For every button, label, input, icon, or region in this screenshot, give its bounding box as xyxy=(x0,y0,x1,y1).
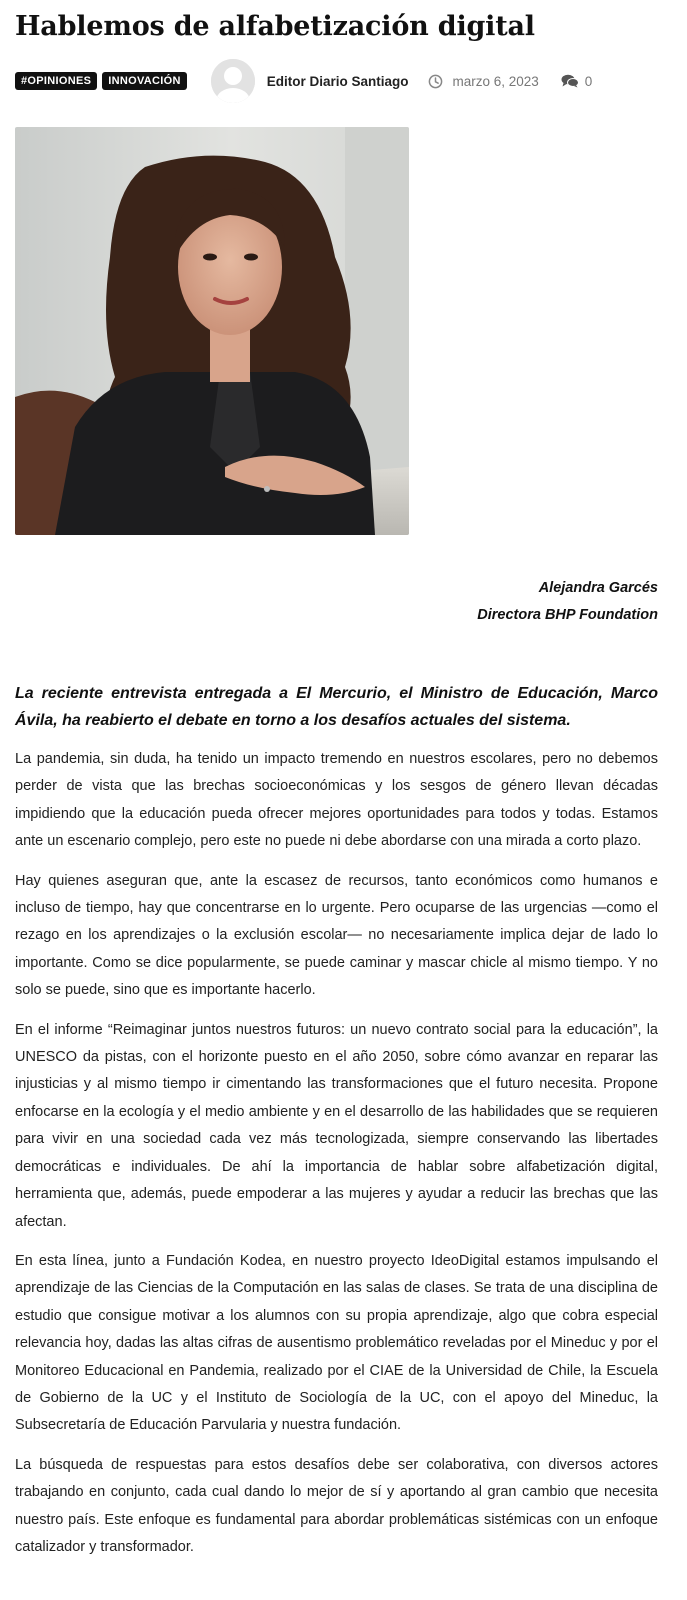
featured-photo xyxy=(15,127,409,535)
publish-date: marzo 6, 2023 xyxy=(452,73,539,89)
author-signature xyxy=(15,575,658,629)
signature-role: Directora BHP Foundation xyxy=(477,607,658,623)
signature-name: Alejandra Garcés xyxy=(538,580,658,596)
article-lead: La reciente entrevista entregada a El Mercurio, el Ministro de Educación, Marco Ávila, ha reabierto el debate en torno a los desafíos actuales del sistema. xyxy=(15,685,658,729)
tag-opiniones[interactable]: #OPINIONES xyxy=(15,72,97,90)
clock-icon xyxy=(428,74,443,89)
author-name[interactable]: Editor Diario Santiago xyxy=(266,73,409,89)
article-paragraph: La pandemia, sin duda, ha tenido un impacto tremendo en nuestros escolares, pero no debemos perder de vista que las brechas socioeconómicas y los sesgos de género llevan décadas impidiendo que la educación pueda ofrecer mejores oportunidades para todos y todas. Estamos ante un escenario complejo, pero este no puede ni debe abordarse con una mirada a corto plazo. xyxy=(15,751,658,850)
article-paragraph: En el informe “Reimaginar juntos nuestros futuros: un nuevo contrato social para la educación”, la UNESCO da pistas, con el horizonte puesto en el año 2050, sobre cómo avanzar en reparar las injusticias y al mismo tiempo ir cimentando las transformaciones que el futuro necesita. Propone enfocarse en la ecología y el medio ambiente y en el desarrollo de las habilidades que se requieren para vivir en una sociedad cada vez más tecnologizada, siempre conservando las libertades democráticas e individuales. De ahí la importancia de hablar sobre alfabetización digital, herramienta que, además, puede empoderar a las mujeres y ayudar a reducir las brechas que las afectan. xyxy=(15,1021,658,1230)
article-meta xyxy=(15,59,658,103)
article-paragraph: En esta línea, junto a Fundación Kodea, en nuestro proyecto IdeoDigital estamos impulsando el aprendizaje de las Ciencias de la Computación en las salas de clases. Se trata de una disciplina de estudio que consigue motivar a los alumnos con su propia aprendizaje, algo que cobra especial relevancia hoy, dadas las altas cifras de ausentismo problemático reveladas por el Mineduc y por el Monitoreo Educacional en Pandemia, realizado por el CIAE de la Universidad de Chile, la Escuela de Gobierno de la UC y el Instituto de Sociología de la UC, con el apoyo del Mineduc, la Subsecretaría de Educación Parvularia y nuestra fundación. xyxy=(15,1252,658,1434)
user-avatar-icon xyxy=(211,59,255,103)
article-paragraph: Hay quienes aseguran que, ante la escasez de recursos, tanto económicos como humanos e incluso de tiempo, hay que concentrarse en lo urgente. Pero ocuparse de las urgencias —como el rezago en los aprendizajes o la exclusión escolar— no necesariamente implica dejar de lado lo importante. Como se dice popularmente, se puede caminar y mascar chicle al mismo tiempo. Y no solo se puede, sino que es importante hacerlo. xyxy=(15,872,658,999)
comment-count[interactable]: 0 xyxy=(584,73,593,89)
author-avatar[interactable] xyxy=(211,59,255,103)
comments-icon[interactable] xyxy=(561,74,579,88)
article-title: Hablemos de alfabetización digital xyxy=(15,11,535,42)
article-paragraph: La búsqueda de respuestas para estos desafíos debe ser colaborativa, con diversos actores trabajando en conjunto, cada cual dando lo mejor de sí y aportando al gran cambio que necesita nuestro país. Este enfoque es fundamental para abordar problemáticas sistémicas con un enfoque catalizador y transformador. xyxy=(15,1456,658,1555)
tag-innovacion[interactable]: INNOVACIÓN xyxy=(102,72,186,90)
